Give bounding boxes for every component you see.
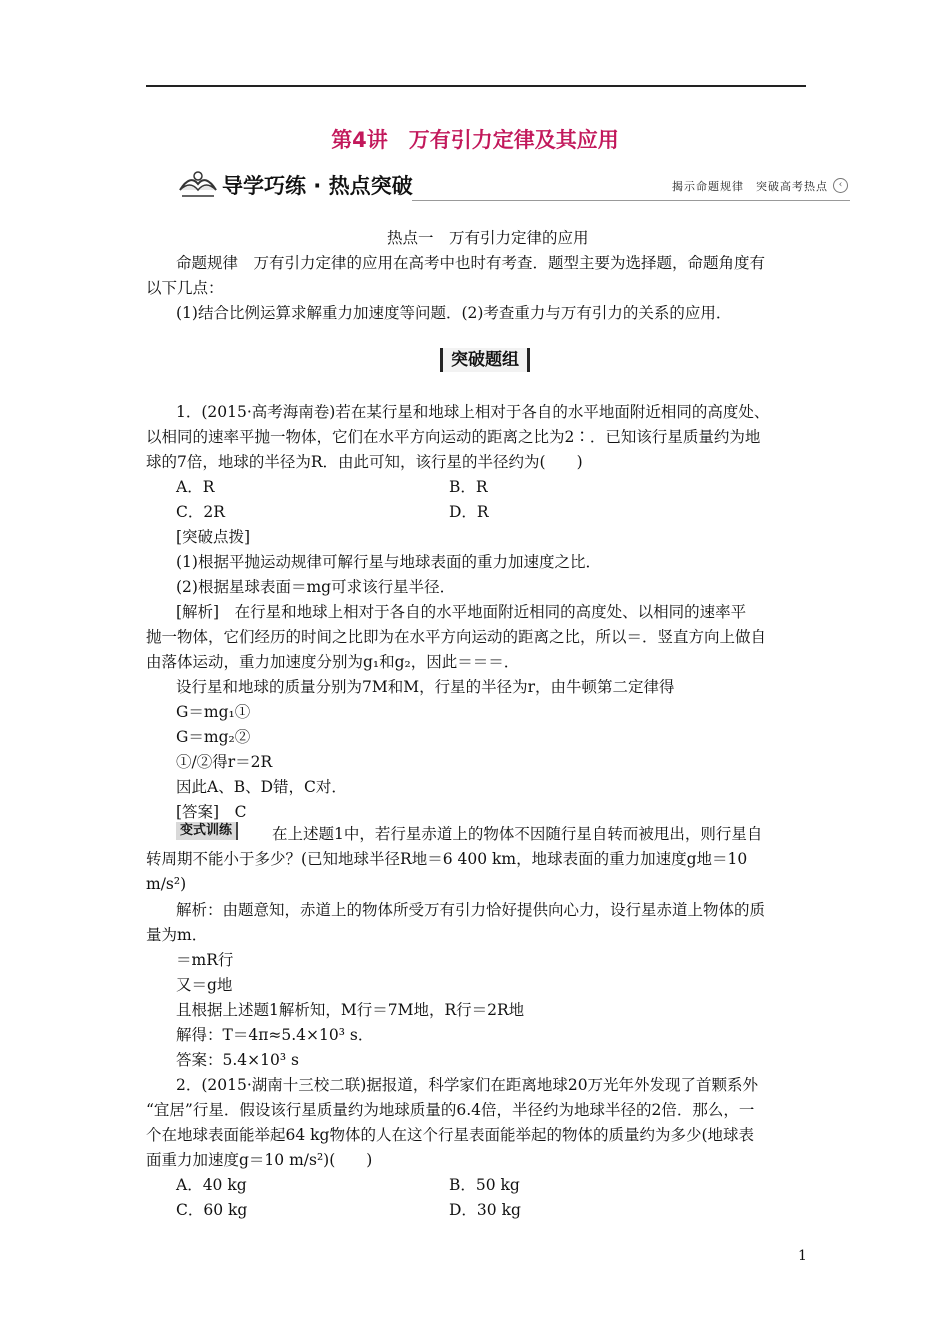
- question-line: 面重力加速度g＝10 m/s²)( ): [146, 1151, 373, 1169]
- group-label: 突破题组: [440, 348, 530, 372]
- conclusion: 因此A、B、D错，C对．: [176, 778, 347, 796]
- hotspot-heading: 热点一 万有引力定律的应用: [387, 229, 589, 247]
- option-d: D．30 kg: [449, 1201, 521, 1219]
- question-line: “宜居”行星．假设该行星质量约为地球质量的6.4倍，半径约为地球半径的2倍．那么，一: [146, 1101, 755, 1119]
- variant-label: 变式训练: [176, 822, 238, 840]
- option-b: B．50 kg: [449, 1176, 520, 1194]
- top-rule: [146, 85, 806, 87]
- section-underline: [412, 200, 850, 201]
- rule-line: 以下几点：: [146, 279, 224, 297]
- analysis-line: 设行星和地球的质量分别为7M和M，行星的半径为r，由牛顿第二定律得: [176, 678, 675, 696]
- section-band: [170, 166, 850, 204]
- question-line: 2．(2015·湖南十三校二联)据报道，科学家们在距离地球20万光年外发现了首颗系外: [176, 1076, 759, 1094]
- variant-line: 在上述题1中，若行星赤道上的物体不因随行星自转而被甩出，则行星自: [272, 825, 763, 843]
- hint-line: (2)根据星球表面＝mg可求该行星半径．: [176, 578, 456, 596]
- equation: G＝mg₁①: [176, 703, 251, 721]
- chevron-left-icon: ‹: [833, 178, 848, 193]
- question-line: 1．(2015·高考海南卷)若在某行星和地球上相对于各自的水平地面附近相同的高度处、: [176, 403, 770, 421]
- equation: ①/②得r＝2R: [176, 753, 273, 771]
- page-title: 第4讲 万有引力定律及其应用: [331, 128, 619, 152]
- analysis-line: [解析] 在行星和地球上相对于各自的水平地面附近相同的高度处、以相同的速率平: [176, 603, 747, 621]
- variant-line: 转周期不能小于多少？(已知地球半径R地＝6 400 km，地球表面的重力加速度g地＝10: [146, 850, 748, 868]
- option-b: B．R: [449, 478, 488, 496]
- solution-line: 且根据上述题1解析知，M行＝7M地，R行＝2R地: [176, 1001, 525, 1019]
- option-c: C．60 kg: [176, 1201, 248, 1219]
- book-hand-icon: [176, 166, 220, 202]
- rule-line: (1)结合比例运算求解重力加速度等问题．(2)考查重力与万有引力的关系的应用．: [176, 304, 732, 322]
- solution-line: 又＝g地: [176, 976, 233, 994]
- solution-line: 解得：T＝4π≈5.4×10³ s．: [176, 1026, 374, 1044]
- equation: G＝mg₂②: [176, 728, 251, 746]
- option-a: A．R: [176, 478, 215, 496]
- solution-line: ＝mR行: [176, 951, 234, 969]
- variant-line: m/s²): [146, 875, 187, 893]
- page-number: 1: [798, 1248, 807, 1264]
- answer: [答案] C: [176, 803, 247, 821]
- option-a: A．40 kg: [176, 1176, 247, 1194]
- analysis-line: 抛一物体，它们经历的时间之比即为在水平方向运动的距离之比，所以＝．竖直方向上做自: [146, 628, 767, 646]
- question-line: 以相同的速率平抛一物体，它们在水平方向运动的距离之比为2∶．已知该行星质量约为地: [146, 428, 761, 446]
- section-subtitle: 揭示命题规律 突破高考热点: [672, 180, 828, 193]
- analysis-line: 由落体运动，重力加速度分别为g₁和g₂，因此＝＝＝．: [146, 653, 520, 671]
- option-c: C．2R: [176, 503, 225, 521]
- option-d: D．R: [449, 503, 489, 521]
- question-line: 个在地球表面能举起64 kg物体的人在这个行星表面能举起的物体的质量约为多少(地球表: [146, 1126, 755, 1144]
- section-title: 导学巧练 · 热点突破: [222, 174, 413, 198]
- solution-answer: 答案：5.4×10³ s: [176, 1051, 299, 1069]
- solution-line: 量为m．: [146, 926, 208, 944]
- rule-line: 命题规律 万有引力定律的应用在高考中也时有考查．题型主要为选择题，命题角度有: [176, 254, 766, 272]
- solution-line: 解析：由题意知，赤道上的物体所受万有引力恰好提供向心力，设行星赤道上物体的质: [176, 901, 766, 919]
- hint-title: [突破点拨]: [176, 528, 251, 546]
- question-line: 球的7倍，地球的半径为R．由此可知，该行星的半径约为( ): [146, 453, 583, 471]
- hint-line: (1)根据平抛运动规律可解行星与地球表面的重力加速度之比．: [176, 553, 601, 571]
